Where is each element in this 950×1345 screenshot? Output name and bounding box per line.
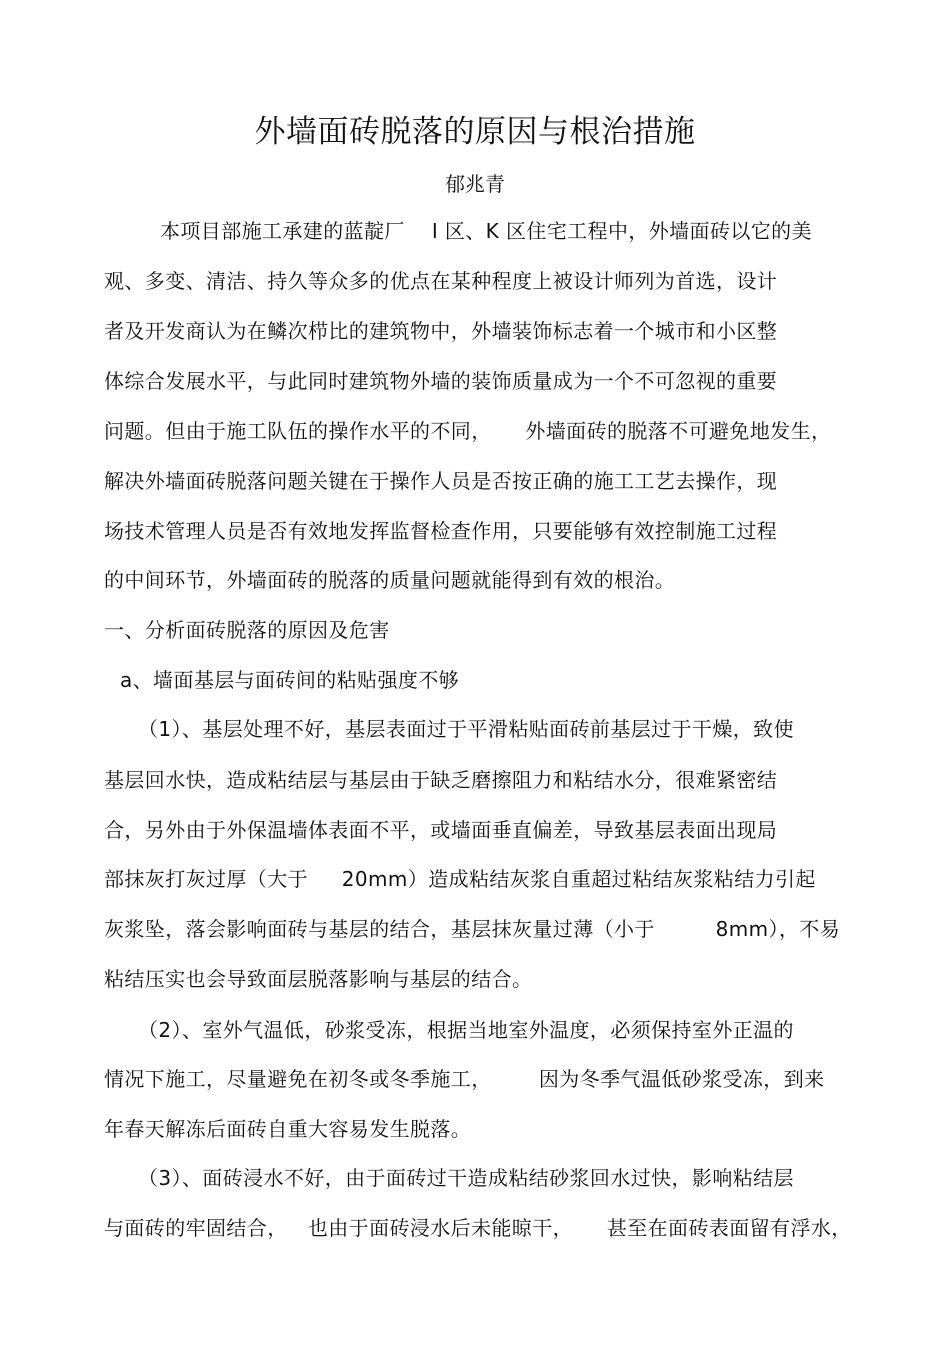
paragraph-line: 场技术管理人员是否有效地发挥监督检查作用，只要能够有效控制施工过程 bbox=[104, 519, 778, 543]
paragraph-line: 观、多变、清洁、持久等众多的优点在某种程度上被设计师列为首选，设计 bbox=[104, 269, 778, 293]
paragraph-line: 基层回水快，造成粘结层与基层由于缺乏磨擦阻力和粘结水分，很难紧密结 bbox=[104, 768, 778, 792]
paragraph-line: 部抹灰打灰过厚（大于 20mm）造成粘结灰浆自重超过粘结灰浆粘结力引起 bbox=[104, 867, 816, 891]
paragraph-line: （2）、室外气温低，砂浆受冻，根据当地室外温度，必须保持室外正温的 bbox=[138, 1018, 794, 1042]
paragraph-line: （1）、基层处理不好，基层表面过于平滑粘贴面砖前基层过于干燥，致使 bbox=[138, 717, 794, 741]
paragraph-line: 粘结压实也会导致面层脱落影响与基层的结合。 bbox=[104, 967, 533, 991]
paragraph-line: 体综合发展水平，与此同时建筑物外墙的装饰质量成为一个不可忽视的重要 bbox=[104, 369, 778, 393]
paragraph-line: 灰浆坠，落会影响面砖与基层的结合，基层抹灰量过薄（小于 8mm），不易 bbox=[104, 917, 841, 941]
paragraph-line: 的中间环节，外墙面砖的脱落的质量问题就能得到有效的根治。 bbox=[104, 568, 676, 592]
paragraph-line: 问题。但由于施工队伍的操作水平的不同， 外墙面砖的脱落不可避免地发生， bbox=[104, 419, 832, 443]
paragraph-line: 与面砖的牢固结合， 也由于面砖浸水后未能晾干， 甚至在面砖表面留有浮水， bbox=[104, 1216, 852, 1240]
paragraph-line: （3）、面砖浸水不好，由于面砖过干造成粘结砂浆回水过快，影响粘结层 bbox=[138, 1166, 794, 1190]
document-author: 郁兆青 bbox=[445, 172, 505, 196]
paragraph-line: 情况下施工，尽量避免在初冬或冬季施工， 因为冬季气温低砂浆受冻，到来 bbox=[104, 1067, 825, 1091]
section-heading: 一、分析面砖脱落的原因及危害 bbox=[104, 618, 390, 642]
paragraph-line: 本项目部施工承建的蓝靛厂 I 区、K 区住宅工程中，外墙面砖以它的美 bbox=[160, 219, 812, 243]
subsection-heading: a、墙面基层与面砖间的粘贴强度不够 bbox=[120, 668, 460, 692]
paragraph-line: 合，另外由于外保温墙体表面不平，或墙面垂直偏差，导致基层表面出现局 bbox=[104, 818, 778, 842]
paragraph-line: 者及开发商认为在鳞次栉比的建筑物中，外墙装饰标志着一个城市和小区整 bbox=[104, 319, 778, 343]
document-title: 外墙面砖脱落的原因与根治措施 bbox=[254, 114, 696, 150]
paragraph-line: 解决外墙面砖脱落问题关键在于操作人员是否按正确的施工工艺去操作，现 bbox=[104, 469, 778, 493]
paragraph-line: 年春天解冻后面砖自重大容易发生脱落。 bbox=[104, 1117, 472, 1141]
